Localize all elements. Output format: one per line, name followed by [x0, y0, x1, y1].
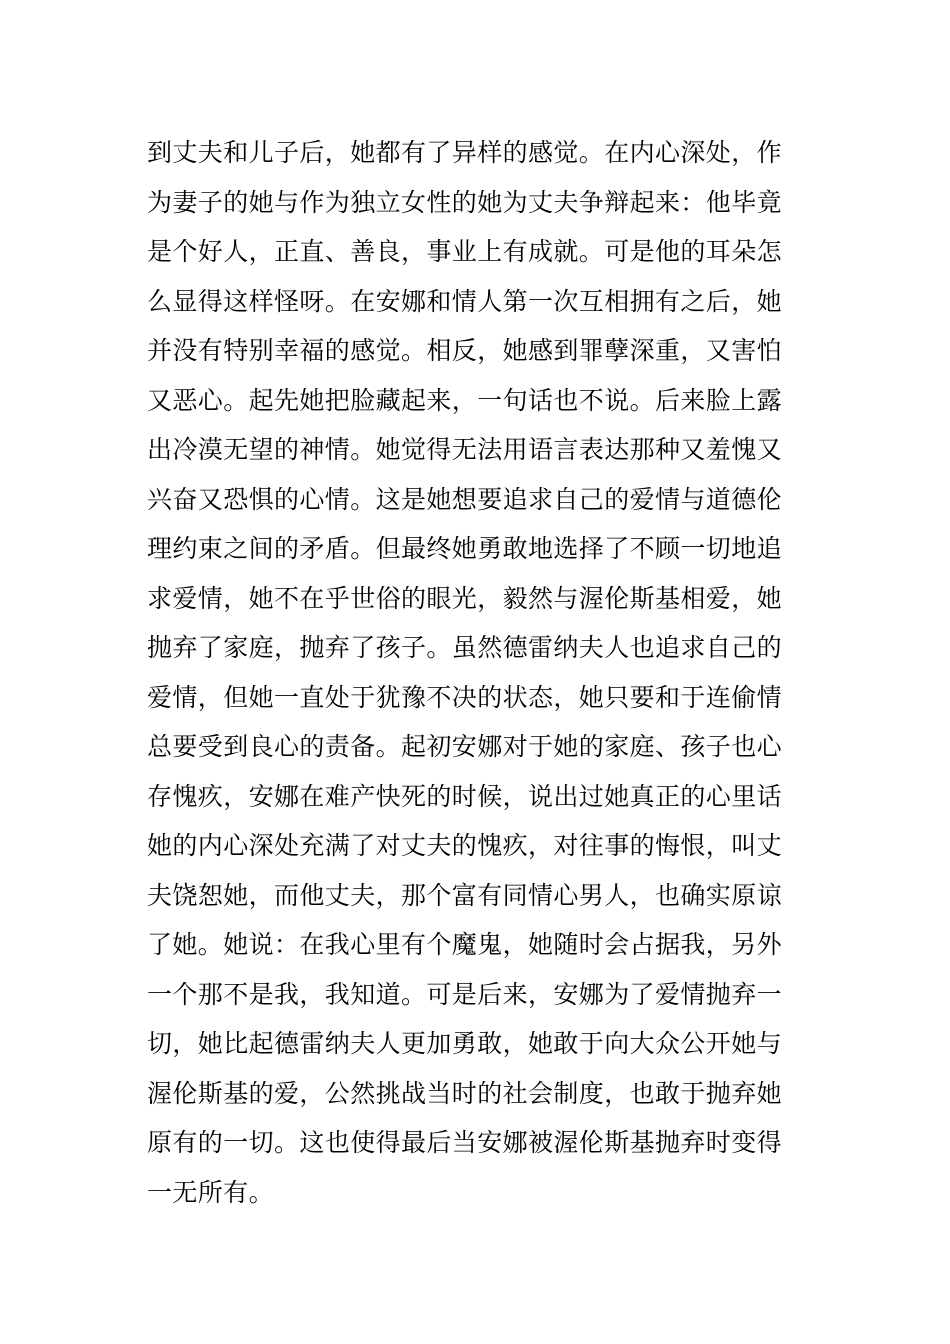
- text-line: 她的内心深处充满了对丈夫的愧疚，对往事的悔恨，叫丈: [147, 831, 783, 860]
- text-line: 原有的一切。这也使得最后当安娜被渥伦斯基抛弃时变得: [147, 1128, 783, 1157]
- body-paragraph: [147, 128, 817, 1217]
- text-line: 么显得这样怪呀。在安娜和情人第一次互相拥有之后，她: [147, 286, 783, 316]
- text-line: 切，她比起德雷纳夫人更加勇敢，她敢于向大众公开她与: [147, 1029, 783, 1058]
- text-line: 出冷漠无望的神情。她觉得无法用语言表达那种又羞愧又: [147, 435, 783, 464]
- text-line: 并没有特别幸福的感觉。相反，她感到罪孽深重，又害怕: [147, 336, 783, 365]
- text-line: 又恶心。起先她把脸藏起来，一句话也不说。后来脸上露: [147, 385, 783, 415]
- text-line: 到丈夫和儿子后，她都有了异样的感觉。在内心深处，作: [147, 138, 783, 167]
- text-line: 理约束之间的矛盾。但最终她勇敢地选择了不顾一切地追: [147, 534, 783, 563]
- text-line: 渥伦斯基的爱，公然挑战当时的社会制度，也敢于抛弃她: [147, 1078, 783, 1108]
- text-line: 总要受到良心的责备。起初安娜对于她的家庭、孩子也心: [147, 732, 783, 761]
- text-line: 存愧疚，安娜在难产快死的时候，说出过她真正的心里话: [147, 781, 783, 811]
- text-line: 为妻子的她与作为独立女性的她为丈夫争辩起来：他毕竟: [147, 187, 783, 217]
- text-line: 了她。她说：在我心里有个魔鬼，她随时会占据我，另外: [147, 930, 783, 959]
- text-line: 抛弃了家庭，抛弃了孩子。虽然德雷纳夫人也追求自己的: [147, 633, 783, 662]
- text-line: 一无所有。: [147, 1177, 275, 1207]
- text-line: 是个好人，正直、善良，事业上有成就。可是他的耳朵怎: [147, 237, 783, 266]
- text-line: 爱情，但她一直处于犹豫不决的状态，她只要和于连偷情: [147, 682, 783, 712]
- text-line: 求爱情，她不在乎世俗的眼光，毅然与渥伦斯基相爱，她: [147, 583, 783, 613]
- text-line: 一个那不是我，我知道。可是后来，安娜为了爱情抛弃一: [147, 979, 783, 1009]
- text-line: 夫饶恕她，而他丈夫，那个富有同情心男人，也确实原谅: [147, 880, 783, 910]
- text-line: 兴奋又恐惧的心情。这是她想要追求自己的爱情与道德伦: [147, 484, 783, 514]
